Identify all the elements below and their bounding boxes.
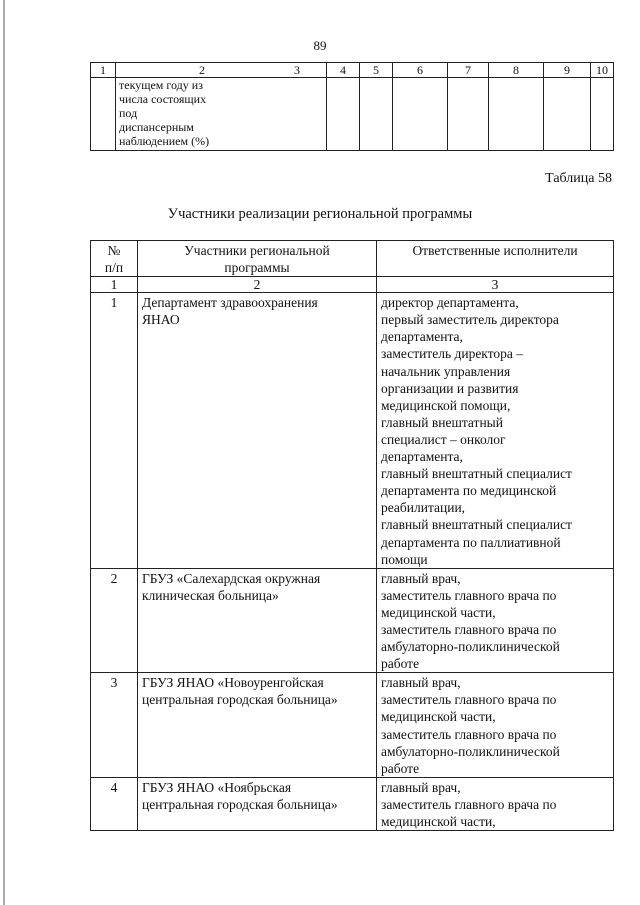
cell [448, 78, 489, 151]
col-header: 6 [393, 63, 448, 78]
continuation-header-row [91, 63, 614, 78]
col-header: 2 [116, 63, 234, 78]
col-header: 5 [360, 63, 393, 78]
table-caption: Таблица 58 [545, 171, 612, 186]
participant-cell: ГБУЗ ЯНАО «Новоуренгойская центральная городская больница» [138, 673, 377, 778]
cell [489, 78, 544, 151]
cell [360, 78, 393, 151]
continuation-row [91, 78, 614, 151]
col-header: 1 [91, 63, 116, 78]
page-number: 89 [313, 38, 327, 53]
participant-cell: ГБУЗ ЯНАО «Ноябрьская центральная городская больница» [138, 777, 377, 830]
participants-table [90, 240, 614, 831]
executors-cell: директор департамента, первый заместитель директора департамента, заместитель директора – начальник управления организации и развития медицинской помощи, главный внештатный специалист – онколог департамента, главный внештатный специалист департамента по медицинской реабилитации, главный внештатный специалист департамента по паллиативной помощи [377, 293, 614, 569]
participant-cell: Департамент здравоохранения ЯНАО [138, 293, 377, 569]
row-number: 4 [91, 777, 138, 830]
executors-cell: главный врач, заместитель главного врача по медицинской части, [377, 777, 614, 830]
column-number-row [91, 277, 614, 293]
table-row [91, 673, 614, 778]
continuation-text: текущем году из числа состоящих под диспансерным наблюдением (%) [119, 78, 210, 148]
col-header: 8 [489, 63, 544, 78]
header-row [91, 241, 614, 277]
table-row [91, 568, 614, 673]
header-cell-number: № п/п [91, 241, 138, 277]
cell [591, 78, 614, 151]
table-row [91, 777, 614, 830]
row-number: 3 [91, 673, 138, 778]
continuation-table [90, 62, 614, 151]
column-number: 1 [91, 277, 138, 293]
cell [544, 78, 591, 151]
cell [393, 78, 448, 151]
col-header: 9 [544, 63, 591, 78]
table-title: Участники реализации региональной программы [167, 206, 473, 222]
executors-cell: главный врач, заместитель главного врача по медицинской части, заместитель главного врача по амбулаторно-поликлинической работе [377, 568, 614, 673]
col-header: 10 [591, 63, 614, 78]
header-cell-participants: Участники региональной программы [138, 241, 377, 277]
scan-margin-line [3, 0, 5, 905]
cell [91, 78, 116, 151]
executors-cell: главный врач, заместитель главного врача по медицинской части, заместитель главного врача по амбулаторно-поликлинической работе [377, 673, 614, 778]
participant-cell: ГБУЗ «Салехардская окружная клиническая больница» [138, 568, 377, 673]
row-number: 1 [91, 293, 138, 569]
cell [116, 78, 327, 151]
column-number: 3 [377, 277, 614, 293]
row-number: 2 [91, 568, 138, 673]
table-row [91, 293, 614, 569]
header-cell-executors: Ответственные исполнители [377, 241, 614, 277]
column-number: 2 [138, 277, 377, 293]
col-header: 3 [233, 63, 327, 78]
col-header: 7 [448, 63, 489, 78]
col-header: 4 [327, 63, 360, 78]
cell [327, 78, 360, 151]
